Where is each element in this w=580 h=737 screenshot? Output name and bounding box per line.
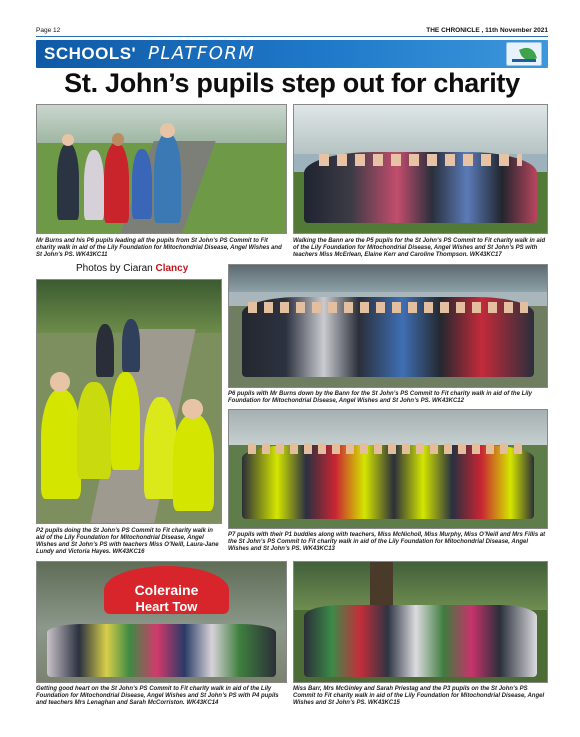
heart-town-sign bbox=[104, 566, 229, 614]
photo-credit bbox=[76, 263, 188, 274]
caption-p3: P6 pupils with Mr Burns down by the Bann for the St John’s PS Commit to Fit charity walk in aid of the Lily Foundation for Mitochondrial Disease, Angel Wishes and St John’s PS. WK43KC12 bbox=[228, 391, 532, 404]
publication-dateline: THE CHRONICLE , 11th November 2021 bbox=[426, 27, 548, 34]
photo-p6-leading-walk bbox=[36, 104, 287, 234]
caption-p4: P2 pupils doing the St John’s PS Commit to Fit charity walk in aid of the Lily Foundation for Mitochondrial Disease, Angel Wishes and St John’s PS with teachers Miss O’Neill, Laura-Jane Lundy and Victoria Hayes. WK43KC16 bbox=[36, 528, 219, 555]
page-headline: St. John’s pupils step out for charity bbox=[64, 68, 520, 98]
credit-name: Clancy bbox=[155, 263, 189, 274]
caption-p7: Miss Barr, Mrs McGinley and Sarah Priestag and the P3 pupils on the St John’s PS Commit to Fit charity walk in aid of the Lily Foundation for Mitochondrial Disease, Angel Wishes and St John’s PS. WK43KC15 bbox=[293, 686, 545, 706]
photo-p6-by-bann bbox=[228, 264, 548, 388]
photo-p2-hi-vis-walk bbox=[36, 279, 222, 524]
school-book-icon bbox=[506, 42, 542, 66]
section-banner bbox=[36, 40, 548, 68]
caption-p1: Mr Burns and his P6 pupils leading all the pupils from St John’s PS Commit to Fit charity walk in aid of the Lily Foundation for Mitochondrial Disease, Angel Wishes and St John’s PS. WK43KC11 bbox=[36, 238, 282, 258]
banner-platform: PLATFORM bbox=[148, 43, 256, 64]
sign-line-1: Coleraine bbox=[134, 582, 199, 598]
photo-p4-heart-town bbox=[36, 561, 287, 683]
page-number: Page 12 bbox=[36, 27, 61, 34]
caption-p6: Getting good heart on the St John’s PS Commit to Fit charity walk in aid of the Lily Foundation for Mitochondrial Disease, Angel Wishes and St John’s PS with P4 pupils and teachers Mrs Lenaghan and Sarah McCorriston. WK43KC14 bbox=[36, 686, 279, 706]
header-rule bbox=[36, 36, 548, 37]
photo-p5-walking-bann bbox=[293, 104, 548, 234]
sign-line-2: Heart Tow bbox=[135, 599, 198, 614]
credit-prefix: Photos by Ciaran bbox=[76, 263, 153, 274]
photo-p3-tree bbox=[293, 561, 548, 683]
caption-p5: P7 pupils with their P1 buddies along with teachers, Miss McNicholl, Miss Murphy, Miss O’Neill and Mrs Fillis at the St John’s PS Commit to Fit charity walk in aid of the Lily Foundation for Mitochondrial Disease, Angel Wishes and St John’s PS. WK43KC13 bbox=[228, 532, 546, 552]
photo-p7-p1-buddies bbox=[228, 409, 548, 529]
caption-p2: Walking the Bann are the P5 pupils for the St John’s PS Commit to Fit charity walk in aid of the Lily Foundation for Mitochondrial Disease, Angel Wishes and St John’s PS with teachers Miss McErlean, Elaine Kerr and Caroline Thompson. WK43KC17 bbox=[293, 238, 546, 258]
banner-schools: SCHOOLS' bbox=[44, 44, 137, 63]
